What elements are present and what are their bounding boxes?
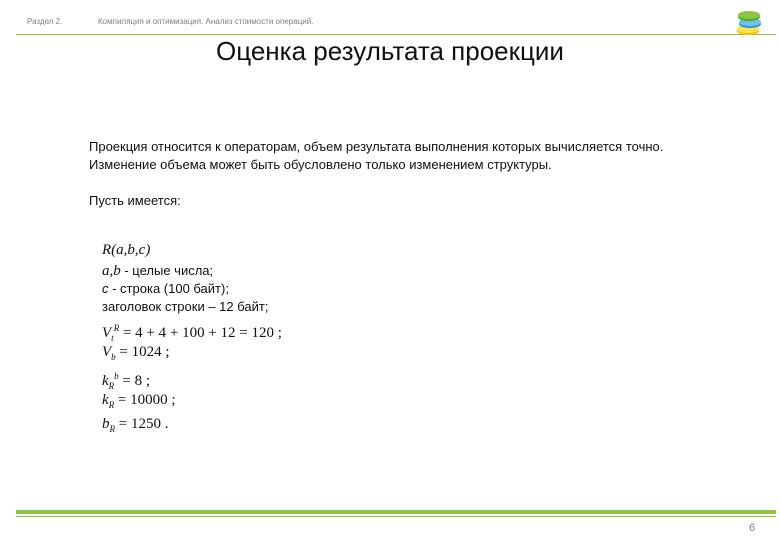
def-c-var: c	[102, 281, 109, 296]
def-ab-text: - целые числа;	[120, 263, 214, 278]
formula-vt	[102, 316, 402, 343]
header-divider	[16, 34, 776, 35]
def-c-text: - строка (100 байт);	[108, 281, 229, 296]
header-section: Раздел 2.	[27, 17, 63, 26]
formula-vb	[102, 340, 402, 364]
header-topic: Компиляция и оптимизация. Анализ стоимости операций.	[98, 17, 314, 26]
formula-kr-expr: = 10000 ;	[114, 392, 176, 408]
def-c	[102, 280, 402, 298]
formula-br	[102, 412, 402, 436]
def-ab	[102, 262, 402, 280]
formula-vt-sub: t	[111, 333, 114, 343]
formula-vt-var: V	[102, 325, 112, 341]
formula-vb-sub: b	[111, 352, 116, 362]
def-ab-vars: a,b	[102, 263, 121, 279]
formula-kr-var: k	[102, 392, 109, 408]
formula-vt-expr: = 4 + 4 + 100 + 12 = 120 ;	[119, 325, 282, 341]
given-paragraph: Пусть имеется:	[89, 193, 181, 208]
formula-vb-expr: = 1024 ;	[115, 344, 170, 360]
formula-kb-sup: b	[114, 371, 119, 381]
formula-vb-var: V	[102, 344, 112, 360]
formula-vt-sup: R	[113, 323, 120, 333]
formula-kr	[102, 388, 402, 412]
formula-kr-sub: R	[108, 400, 115, 410]
stacked-coins-logo-icon	[735, 10, 765, 36]
page-number: 6	[749, 522, 756, 534]
formula-kb-expr: = 8 ;	[118, 373, 151, 389]
formula-kb-var: k	[102, 373, 109, 389]
def-header: заголовок строки – 12 байт;	[102, 299, 269, 314]
formula-kb-sub: R	[108, 381, 115, 391]
formula-br-var: b	[102, 416, 110, 432]
formula-kb	[102, 364, 402, 391]
slide-title: Оценка результата проекции	[216, 36, 564, 66]
definitions-block	[102, 238, 402, 436]
relation-formula: R(a,b,c)	[102, 242, 151, 258]
formula-br-expr: = 1250 .	[115, 416, 169, 432]
intro-paragraph: Проекция относится к операторам, объем результата выполнения которых вычисляется точно. Изменение объема может быть обусловлено только изменением структуры.	[89, 139, 664, 172]
footer-divider-thin	[16, 516, 776, 517]
footer-divider-thick	[16, 510, 776, 514]
formula-br-sub: R	[109, 424, 115, 434]
